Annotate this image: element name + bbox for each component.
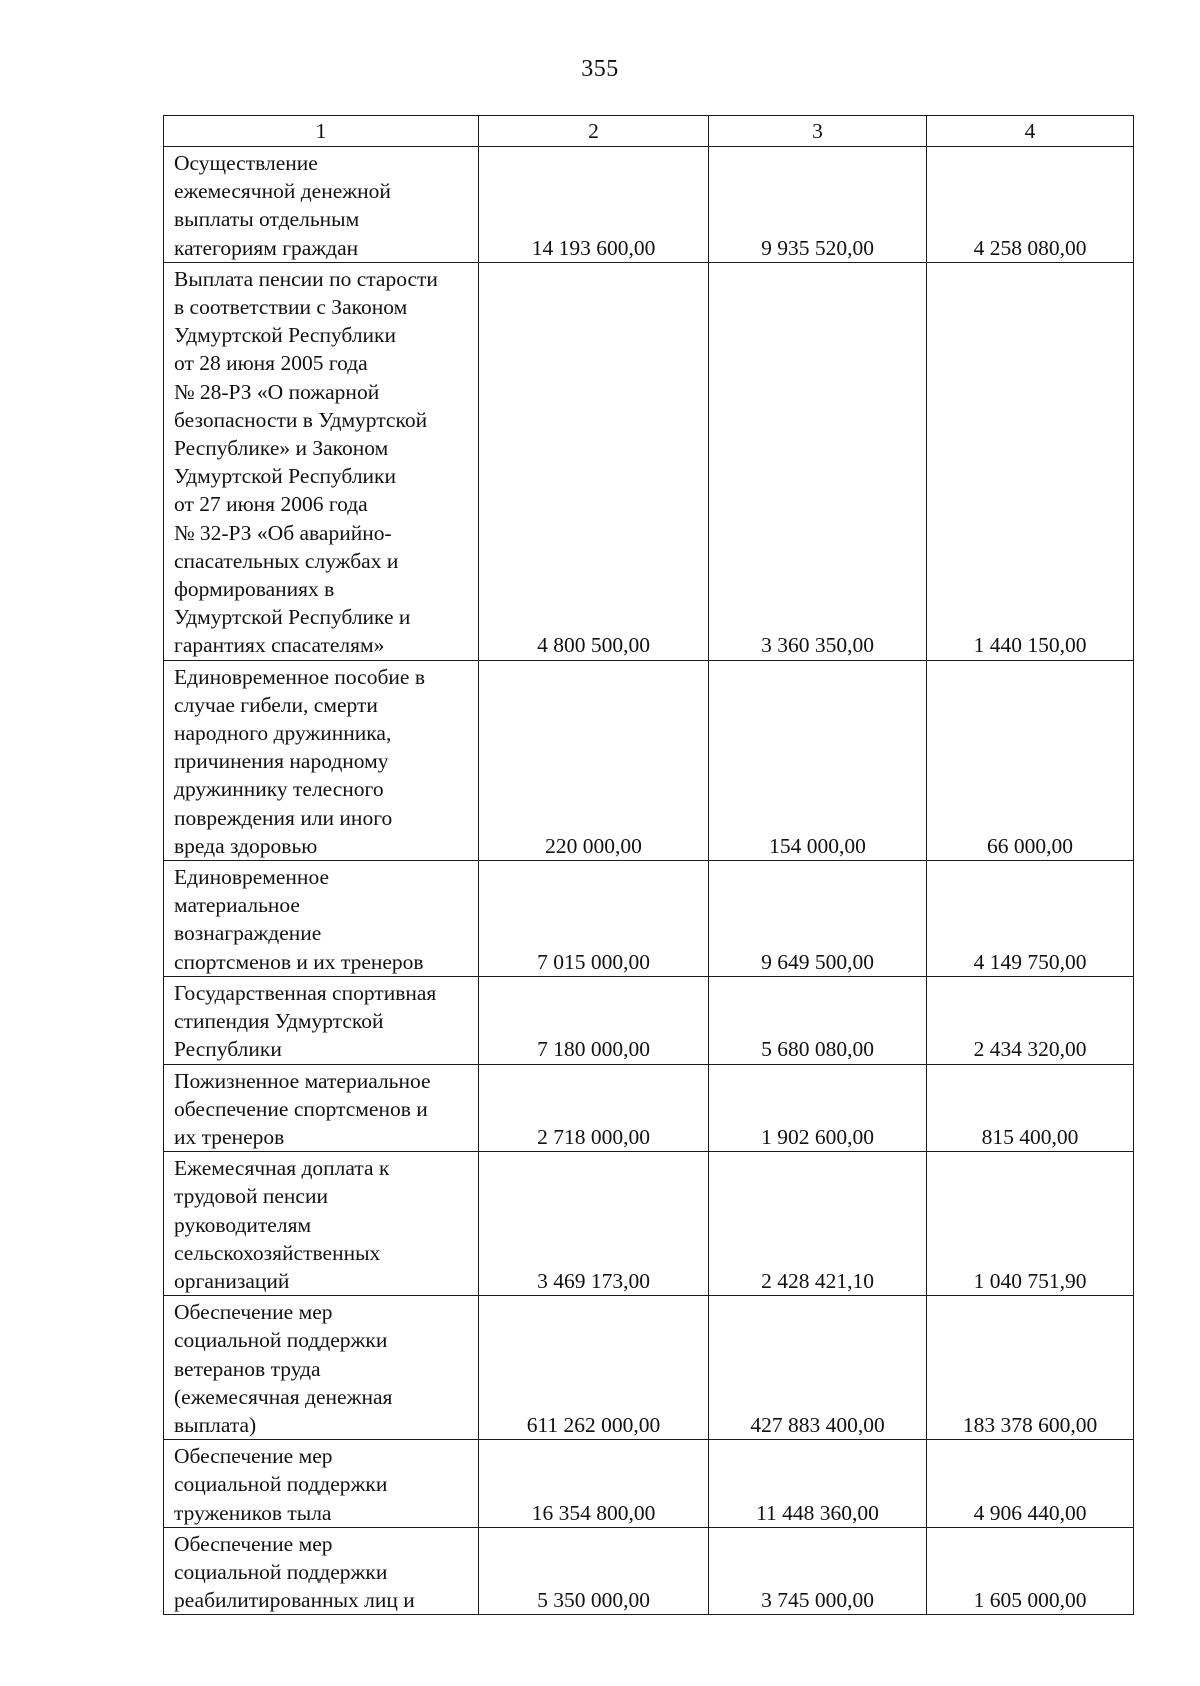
row-value-col4: 1 605 000,00 (927, 1527, 1134, 1615)
row-value-col3: 1 902 600,00 (709, 1064, 927, 1152)
row-value-col4: 1 440 150,00 (927, 262, 1134, 660)
row-value-col3: 9 935 520,00 (709, 147, 927, 263)
row-value-col4: 1 040 751,90 (927, 1152, 1134, 1296)
column-header-1: 1 (164, 116, 479, 147)
row-value-col2: 2 718 000,00 (479, 1064, 709, 1152)
table-row (164, 1064, 1134, 1152)
row-value-col4: 4 258 080,00 (927, 147, 1134, 263)
row-description: Выплата пенсии по старости в соответствии с Законом Удмуртской Республики от 28 июня 2005 года № 28-РЗ «О пожарной безопасности в Удмуртской Республике» и Законом Удмуртской Республики от 27 июня 2006 года № 32-РЗ «Об аварийно- спасательных службах и формированиях в Удмуртской Республике и гарантиях спасателям» (164, 262, 479, 660)
row-description: Пожизненное материальное обеспечение спортсменов и их тренеров (164, 1064, 479, 1152)
column-header-2: 2 (479, 116, 709, 147)
row-value-col2: 7 015 000,00 (479, 861, 709, 977)
table-row (164, 1296, 1134, 1440)
row-value-col4: 66 000,00 (927, 660, 1134, 860)
table-row (164, 861, 1134, 977)
table-header-row (164, 116, 1134, 147)
budget-table (163, 115, 1134, 1615)
row-value-col3: 427 883 400,00 (709, 1296, 927, 1440)
row-value-col4: 183 378 600,00 (927, 1296, 1134, 1440)
row-description: Единовременное пособие в случае гибели, смерти народного дружинника, причинения народному дружиннику телесного повреждения или иного вреда здоровью (164, 660, 479, 860)
row-value-col4: 815 400,00 (927, 1064, 1134, 1152)
row-value-col2: 7 180 000,00 (479, 976, 709, 1064)
row-value-col2: 3 469 173,00 (479, 1152, 709, 1296)
row-value-col3: 3 745 000,00 (709, 1527, 927, 1615)
row-value-col2: 4 800 500,00 (479, 262, 709, 660)
row-description: Единовременное материальное вознаграждение спортсменов и их тренеров (164, 861, 479, 977)
row-description: Государственная спортивная стипендия Удмуртской Республики (164, 976, 479, 1064)
table-row (164, 1440, 1134, 1528)
page-number: 355 (581, 56, 619, 82)
column-header-3: 3 (709, 116, 927, 147)
table-row (164, 1152, 1134, 1296)
row-value-col2: 611 262 000,00 (479, 1296, 709, 1440)
row-value-col2: 5 350 000,00 (479, 1527, 709, 1615)
row-value-col3: 3 360 350,00 (709, 262, 927, 660)
row-value-col4: 2 434 320,00 (927, 976, 1134, 1064)
table-row (164, 976, 1134, 1064)
row-description: Обеспечение мер социальной поддержки тружеников тыла (164, 1440, 479, 1528)
row-description: Обеспечение мер социальной поддержки реабилитированных лиц и (164, 1527, 479, 1615)
table-row (164, 262, 1134, 660)
row-value-col3: 9 649 500,00 (709, 861, 927, 977)
row-value-col2: 220 000,00 (479, 660, 709, 860)
table-row (164, 1527, 1134, 1615)
row-value-col4: 4 149 750,00 (927, 861, 1134, 977)
row-description: Осуществление ежемесячной денежной выплаты отдельным категориям граждан (164, 147, 479, 263)
table-row (164, 660, 1134, 860)
row-description: Обеспечение мер социальной поддержки ветеранов труда (ежемесячная денежная выплата) (164, 1296, 479, 1440)
row-value-col2: 16 354 800,00 (479, 1440, 709, 1528)
row-value-col4: 4 906 440,00 (927, 1440, 1134, 1528)
row-value-col3: 154 000,00 (709, 660, 927, 860)
row-value-col3: 11 448 360,00 (709, 1440, 927, 1528)
row-value-col3: 5 680 080,00 (709, 976, 927, 1064)
row-description: Ежемесячная доплата к трудовой пенсии руководителям сельскохозяйственных организаций (164, 1152, 479, 1296)
column-header-4: 4 (927, 116, 1134, 147)
row-value-col2: 14 193 600,00 (479, 147, 709, 263)
table-row (164, 147, 1134, 263)
row-value-col3: 2 428 421,10 (709, 1152, 927, 1296)
